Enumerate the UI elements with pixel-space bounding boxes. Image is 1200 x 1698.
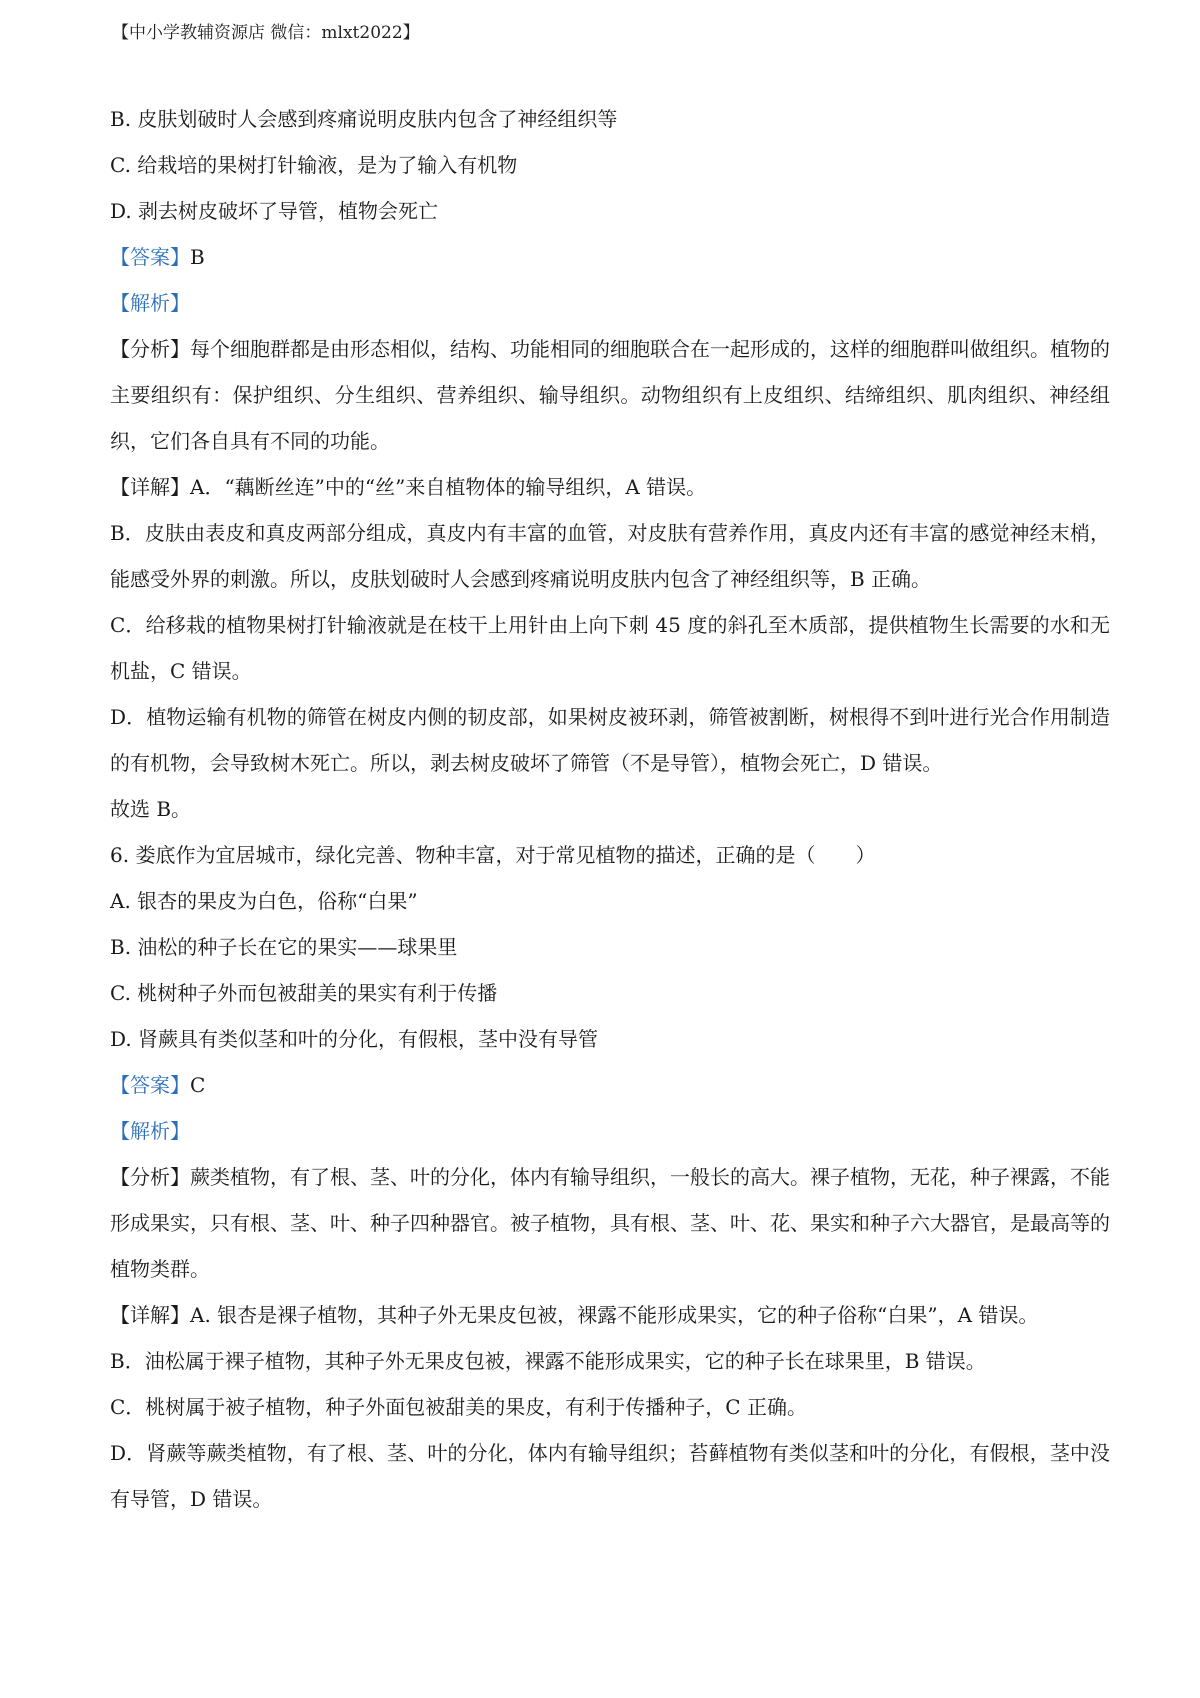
watermark-header: 【中小学教辅资源店 微信：mlxt2022】 [112, 23, 420, 43]
xiangjie-a-text: A. 银杏是裸子植物，其种子外无果皮包被，裸露不能形成果实，它的种子俗称“白果”，A 错误。 [190, 1303, 1039, 1327]
q6-option-b: B. 油松的种子长在它的果实——球果里 [110, 935, 458, 959]
q5-xiangjie-d: D．植物运输有机物的筛管在树皮内侧的韧皮部，如果树皮被环剥，筛管被割断，树根得不到叶进行光合作用制造的有机物，会导致树木死亡。所以，剥去树皮破坏了筛管（不是导管），植物会死亡，D 错误。 [110, 705, 1110, 775]
q6-option-d: D. 肾蕨具有类似茎和叶的分化，有假根，茎中没有导管 [110, 1027, 599, 1051]
q6-analysis-tag: 【解析】 [110, 1119, 190, 1143]
q6-answer [110, 1062, 1110, 1108]
q6-fenxi [110, 1154, 1110, 1292]
q6-xiangjie-a [110, 1292, 1110, 1338]
xiangjie-tag: 【详解】 [110, 1303, 190, 1327]
xiangjie-a-text: A．“藕断丝连”中的“丝”来自植物体的输导组织，A 错误。 [190, 475, 707, 499]
q5-option-b: B. 皮肤划破时人会感到疼痛说明皮肤内包含了神经组织等 [110, 107, 618, 131]
q6-option-a: A. 银杏的果皮为白色，俗称“白果” [110, 889, 418, 913]
fenxi-tag: 【分析】 [110, 1165, 190, 1189]
q6-stem: 6. 娄底作为宜居城市，绿化完善、物种丰富，对于常见植物的描述，正确的是（ ） [110, 843, 876, 867]
answer-tag: 【答案】 [110, 1073, 190, 1097]
fenxi-text: 每个细胞群都是由形态相似，结构、功能相同的细胞联合在一起形成的，这样的细胞群叫做组织。植物的主要组织有：保护组织、分生组织、营养组织、输导组织。动物组织有上皮组织、结缔组织、肌肉组织、神经组织，它们各自具有不同的功能。 [110, 337, 1110, 453]
q6-xiangjie-d: D．肾蕨等蕨类植物，有了根、茎、叶的分化，体内有输导组织；苔藓植物有类似茎和叶的分化，有假根，茎中没有导管，D 错误。 [110, 1441, 1110, 1511]
answer-tag: 【答案】 [110, 245, 190, 269]
q6-option-c: C. 桃树种子外而包被甜美的果实有利于传播 [110, 981, 498, 1005]
fenxi-tag: 【分析】 [110, 337, 190, 361]
document-body [110, 96, 1110, 1522]
q5-answer [110, 234, 1110, 280]
q5-xiangjie-c: C．给移栽的植物果树打针输液就是在枝干上用针由上向下刺 45 度的斜孔至木质部，提供植物生长需要的水和无机盐，C 错误。 [110, 613, 1110, 683]
q6-xiangjie-b: B．油松属于裸子植物，其种子外无果皮包被，裸露不能形成果实，它的种子长在球果里，B 错误。 [110, 1349, 986, 1373]
q5-xiangjie-a [110, 464, 1110, 510]
q5-xiangjie-b: B．皮肤由表皮和真皮两部分组成，真皮内有丰富的血管，对皮肤有营养作用，真皮内还有丰富的感觉神经末梢，能感受外界的刺激。所以，皮肤划破时人会感到疼痛说明皮肤内包含了神经组织等，B 正确。 [110, 521, 1110, 591]
xiangjie-tag: 【详解】 [110, 475, 190, 499]
q5-option-c: C. 给栽培的果树打针输液，是为了输入有机物 [110, 153, 518, 177]
fenxi-text: 蕨类植物，有了根、茎、叶的分化，体内有输导组织，一般长的高大。裸子植物，无花，种子裸露，不能形成果实，只有根、茎、叶、种子四种器官。被子植物，具有根、茎、叶、花、果实和种子六大器官，是最高等的植物类群。 [110, 1165, 1110, 1281]
q5-fenxi [110, 326, 1110, 464]
q5-option-d: D. 剥去树皮破坏了导管，植物会死亡 [110, 199, 439, 223]
q6-xiangjie-c: C．桃树属于被子植物，种子外面包被甜美的果皮，有利于传播种子，C 正确。 [110, 1395, 807, 1419]
q5-analysis-tag: 【解析】 [110, 291, 190, 315]
answer-value: C [190, 1073, 206, 1097]
q5-conclusion: 故选 B。 [110, 797, 192, 821]
answer-value: B [190, 245, 205, 269]
